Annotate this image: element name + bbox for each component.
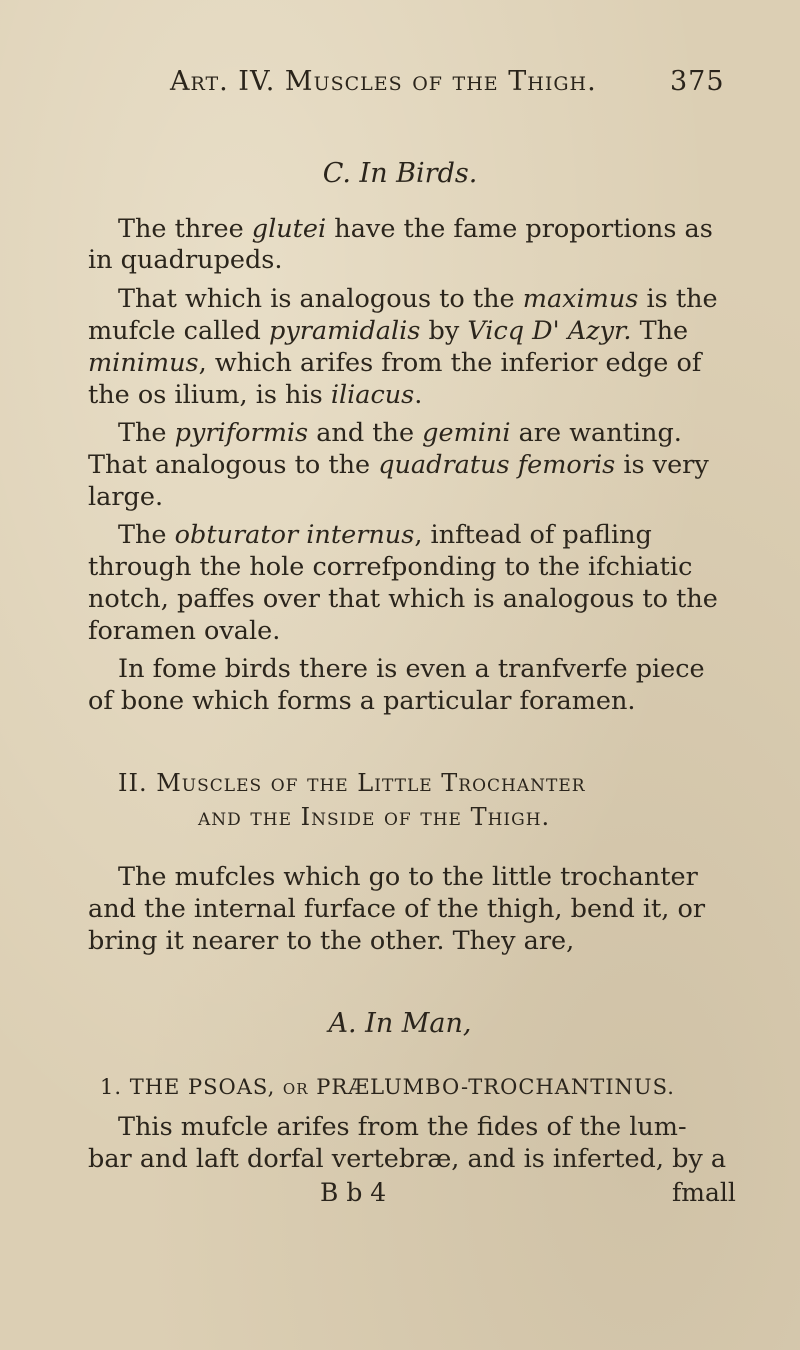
item-heading-psoas: 1. THE PSOAS, or PRÆLUMBO-TROCHANTINUS. [100, 1075, 675, 1099]
text-line: That which is analogous to the maximus is the [118, 284, 718, 314]
running-title: Art. IV. Muscles of the Thigh. [170, 66, 597, 97]
catchword: fmall [672, 1178, 736, 1207]
text-line: minimus, which arifes from the inferior edge of [88, 348, 702, 378]
text-line: This mufcle arifes from the fides of the lum- [118, 1112, 687, 1142]
section-heading-man: A. In Man, [328, 1008, 472, 1039]
text-line: The pyriformis and the gemini are wanting. [118, 418, 682, 448]
text-line: mufcle called pyramidalis by Vicq D' Azyr. The [88, 316, 689, 346]
section-heading-ii: II. Muscles of the Little Trochanter [118, 769, 586, 797]
text-line: The obturator internus, inftead of pafling [118, 520, 652, 550]
section-heading-ii-line2: and the Inside of the Thigh. [198, 803, 551, 831]
text-line: through the hole correfponding to the ifchiatic [88, 552, 693, 582]
text-line: That analogous to the quadratus femoris is very [88, 450, 709, 480]
text-line: in quadrupeds. [88, 245, 283, 275]
text-line: the os ilium, is his iliacus. [88, 380, 423, 410]
text-line: bring it nearer to the other. They are, [88, 926, 575, 956]
text-line: notch, paffes over that which is analogous to the [88, 584, 718, 614]
text-line: foramen ovale. [88, 616, 281, 646]
text-line: The three glutei have the fame proportions as [118, 214, 713, 244]
page-number: 375 [670, 66, 725, 97]
text-line: bar and laft dorfal vertebræ, and is inferted, by a [88, 1144, 727, 1174]
text-line: of bone which forms a particular foramen. [88, 686, 636, 716]
text-line: large. [88, 482, 164, 512]
text-line: and the internal furface of the thigh, bend it, or [88, 894, 706, 924]
signature-mark: B b 4 [320, 1178, 387, 1207]
text-line: The mufcles which go to the little trochanter [118, 862, 698, 892]
text-line: In fome birds there is even a tranfverfe piece [118, 654, 705, 684]
running-header [170, 66, 790, 97]
section-heading-birds: C. In Birds. [322, 158, 478, 189]
